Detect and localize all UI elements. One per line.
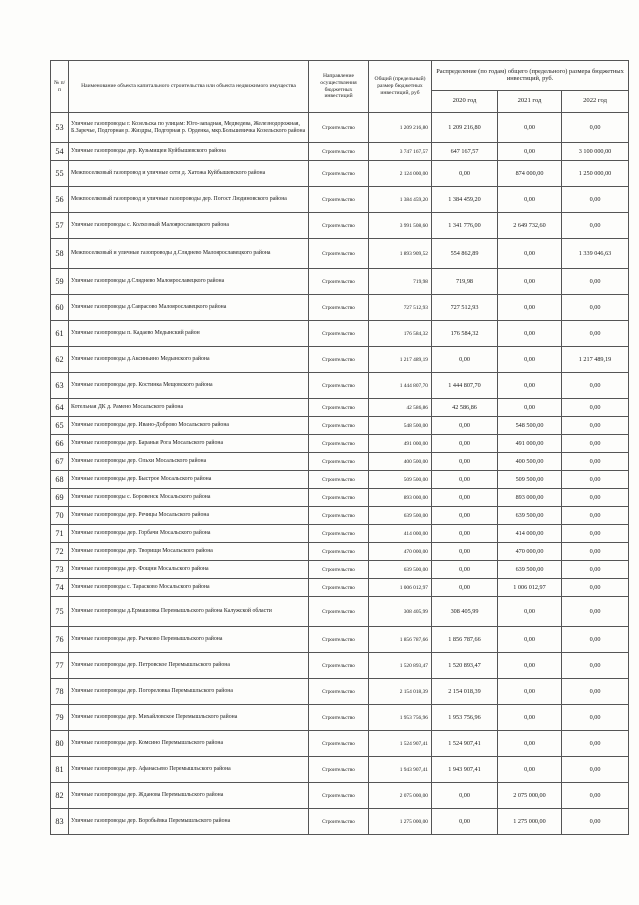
total-amount: 1 856 787,66 [369, 627, 432, 653]
row-number: 61 [51, 321, 69, 347]
amount-2021: 0,00 [498, 239, 562, 269]
object-name: Уличные газопроводы д.Саврасово Малоярославецкого района [69, 295, 309, 321]
amount-2021: 0,00 [498, 679, 562, 705]
object-name: Уличные газопроводы дер. Погореловка Перемышльского района [69, 679, 309, 705]
table-row [51, 399, 629, 417]
investment-direction: Строительство [309, 809, 369, 835]
row-number: 69 [51, 489, 69, 507]
investment-direction: Строительство [309, 321, 369, 347]
amount-2022: 0,00 [562, 809, 629, 835]
investment-direction: Строительство [309, 679, 369, 705]
amount-2021: 639 500,00 [498, 561, 562, 579]
amount-2022: 0,00 [562, 579, 629, 597]
object-name: Уличные газопроводы дер. Михайловское Перемышльского района [69, 705, 309, 731]
amount-2021: 0,00 [498, 627, 562, 653]
investment-direction: Строительство [309, 295, 369, 321]
amount-2020: 0,00 [432, 161, 498, 187]
table-body [51, 113, 629, 835]
amount-2022: 0,00 [562, 627, 629, 653]
amount-2022: 1 250 000,00 [562, 161, 629, 187]
table-row [51, 579, 629, 597]
row-number: 80 [51, 731, 69, 757]
total-amount: 1 893 909,52 [369, 239, 432, 269]
row-number: 66 [51, 435, 69, 453]
amount-2022: 0,00 [562, 453, 629, 471]
investment-direction: Строительство [309, 783, 369, 809]
table-row [51, 809, 629, 835]
amount-2022: 0,00 [562, 435, 629, 453]
amount-2020: 0,00 [432, 507, 498, 525]
object-name: Уличные газопроводы дер. Воробьёвка Перемышльского района [69, 809, 309, 835]
investment-direction: Строительство [309, 239, 369, 269]
object-name: Уличные газопроводы с. Боровенск Мосальского района [69, 489, 309, 507]
amount-2021: 0,00 [498, 269, 562, 295]
header-year-2021: 2021 год [498, 91, 562, 113]
investment-direction: Строительство [309, 597, 369, 627]
object-name: Межпоселковый и уличные газопроводы д.Сляднево Малоярославецкого района [69, 239, 309, 269]
row-number: 70 [51, 507, 69, 525]
amount-2022: 0,00 [562, 783, 629, 809]
amount-2020: 1 524 907,41 [432, 731, 498, 757]
row-number: 64 [51, 399, 69, 417]
header-year-2022: 2022 год [562, 91, 629, 113]
amount-2022: 0,00 [562, 373, 629, 399]
amount-2022: 0,00 [562, 731, 629, 757]
table-row [51, 627, 629, 653]
header-distribution: Распределение (по годам) общего (предельного) размера бюджетных инвестиций, руб. [432, 61, 629, 91]
investment-direction: Строительство [309, 507, 369, 525]
total-amount: 414 000,00 [369, 525, 432, 543]
table-row [51, 597, 629, 627]
total-amount: 509 500,00 [369, 471, 432, 489]
total-amount: 1 217 489,19 [369, 347, 432, 373]
object-name: Уличные газопроводы дер. Ивано-Доброво Мосальского района [69, 417, 309, 435]
amount-2020: 0,00 [432, 471, 498, 489]
total-amount: 548 500,00 [369, 417, 432, 435]
table-row [51, 705, 629, 731]
row-number: 83 [51, 809, 69, 835]
amount-2021: 639 500,00 [498, 507, 562, 525]
total-amount: 491 000,00 [369, 435, 432, 453]
amount-2022: 0,00 [562, 113, 629, 143]
total-amount: 1 953 756,96 [369, 705, 432, 731]
total-amount: 1 006 012,97 [369, 579, 432, 597]
investment-direction: Строительство [309, 489, 369, 507]
amount-2020: 1 943 907,41 [432, 757, 498, 783]
amount-2022: 0,00 [562, 653, 629, 679]
total-amount: 1 275 000,00 [369, 809, 432, 835]
header-object-name: Наименование объекта капитального строительства или объекта недвижимого имущества [69, 61, 309, 113]
amount-2022: 0,00 [562, 757, 629, 783]
object-name: Уличные газопроводы дер. Речицы Мосальского района [69, 507, 309, 525]
table-row [51, 453, 629, 471]
total-amount: 42 586,86 [369, 399, 432, 417]
amount-2020: 1 209 216,80 [432, 113, 498, 143]
table-row [51, 525, 629, 543]
row-number: 68 [51, 471, 69, 489]
document-page [50, 60, 628, 835]
amount-2022: 1 217 489,19 [562, 347, 629, 373]
object-name: Уличные газопроводы дер. Афанасьево Перемышльского района [69, 757, 309, 783]
amount-2020: 42 586,86 [432, 399, 498, 417]
total-amount: 2 154 018,39 [369, 679, 432, 705]
amount-2020: 0,00 [432, 543, 498, 561]
row-number: 75 [51, 597, 69, 627]
investment-direction: Строительство [309, 561, 369, 579]
header-number: № п/п [51, 61, 69, 113]
amount-2021: 0,00 [498, 113, 562, 143]
object-name: Уличные газопроводы дер. Творищи Мосальского района [69, 543, 309, 561]
investment-direction: Строительство [309, 705, 369, 731]
amount-2021: 0,00 [498, 399, 562, 417]
amount-2021: 2 075 000,00 [498, 783, 562, 809]
table-row [51, 347, 629, 373]
total-amount: 1 444 807,70 [369, 373, 432, 399]
table-row [51, 731, 629, 757]
amount-2020: 0,00 [432, 435, 498, 453]
row-number: 78 [51, 679, 69, 705]
table-row [51, 653, 629, 679]
investment-direction: Строительство [309, 731, 369, 757]
total-amount: 1 520 893,47 [369, 653, 432, 679]
amount-2021: 0,00 [498, 731, 562, 757]
amount-2021: 0,00 [498, 321, 562, 347]
amount-2021: 491 000,00 [498, 435, 562, 453]
object-name: Уличные газопроводы дер. Жданова Перемышльского района [69, 783, 309, 809]
amount-2020: 2 154 018,39 [432, 679, 498, 705]
amount-2022: 3 100 000,00 [562, 143, 629, 161]
row-number: 55 [51, 161, 69, 187]
amount-2020: 1 384 459,20 [432, 187, 498, 213]
investment-direction: Строительство [309, 543, 369, 561]
amount-2020: 0,00 [432, 783, 498, 809]
row-number: 56 [51, 187, 69, 213]
amount-2022: 0,00 [562, 321, 629, 347]
table-row [51, 113, 629, 143]
table-row [51, 321, 629, 347]
investment-direction: Строительство [309, 417, 369, 435]
investment-direction: Строительство [309, 161, 369, 187]
amount-2020: 1 444 807,70 [432, 373, 498, 399]
object-name: Уличные газопроводы с. Тарасково Мосальского района [69, 579, 309, 597]
row-number: 54 [51, 143, 69, 161]
table-row [51, 783, 629, 809]
amount-2020: 719,98 [432, 269, 498, 295]
amount-2020: 0,00 [432, 453, 498, 471]
table-row [51, 679, 629, 705]
row-number: 59 [51, 269, 69, 295]
table-row [51, 373, 629, 399]
row-number: 60 [51, 295, 69, 321]
row-number: 63 [51, 373, 69, 399]
table-row [51, 187, 629, 213]
total-amount: 727 512,93 [369, 295, 432, 321]
investment-direction: Строительство [309, 269, 369, 295]
amount-2022: 0,00 [562, 269, 629, 295]
amount-2022: 0,00 [562, 543, 629, 561]
amount-2020: 308 405,99 [432, 597, 498, 627]
amount-2021: 0,00 [498, 705, 562, 731]
object-name: Уличные газопроводы дер. Рычково Перемышльского района [69, 627, 309, 653]
header-total: Общий (предельный) размер бюджетных инвестиций, руб [369, 61, 432, 113]
amount-2022: 0,00 [562, 187, 629, 213]
total-amount: 3 991 508,60 [369, 213, 432, 239]
total-amount: 639 500,00 [369, 561, 432, 579]
investment-direction: Строительство [309, 757, 369, 783]
amount-2020: 0,00 [432, 347, 498, 373]
amount-2020: 0,00 [432, 525, 498, 543]
header-direction: Направление осуществления бюджетных инвестиций [309, 61, 369, 113]
table-row [51, 507, 629, 525]
total-amount: 2 075 000,00 [369, 783, 432, 809]
table-row [51, 561, 629, 579]
amount-2022: 0,00 [562, 295, 629, 321]
investment-direction: Строительство [309, 525, 369, 543]
amount-2020: 554 862,89 [432, 239, 498, 269]
total-amount: 639 500,00 [369, 507, 432, 525]
amount-2021: 0,00 [498, 597, 562, 627]
object-name: Межпоселковый газопровод и уличные газопроводы дер. Погост Людиновского района [69, 187, 309, 213]
object-name: Уличные газопроводы дер. Костинка Мещовского района [69, 373, 309, 399]
amount-2021: 0,00 [498, 295, 562, 321]
investment-direction: Строительство [309, 347, 369, 373]
row-number: 72 [51, 543, 69, 561]
row-number: 76 [51, 627, 69, 653]
amount-2021: 400 500,00 [498, 453, 562, 471]
amount-2021: 1 006 012,97 [498, 579, 562, 597]
amount-2021: 548 500,00 [498, 417, 562, 435]
total-amount: 400 500,00 [369, 453, 432, 471]
total-amount: 2 124 000,00 [369, 161, 432, 187]
table-row [51, 143, 629, 161]
table-row [51, 269, 629, 295]
table-row [51, 757, 629, 783]
row-number: 58 [51, 239, 69, 269]
header-year-2020: 2020 год [432, 91, 498, 113]
total-amount: 1 209 216,80 [369, 113, 432, 143]
amount-2022: 0,00 [562, 507, 629, 525]
row-number: 77 [51, 653, 69, 679]
total-amount: 719,98 [369, 269, 432, 295]
object-name: Уличные газопроводы д.Ермашовка Перемышльского района Калужской области [69, 597, 309, 627]
total-amount: 308 405,99 [369, 597, 432, 627]
amount-2021: 414 000,00 [498, 525, 562, 543]
amount-2020: 1 341 776,00 [432, 213, 498, 239]
amount-2020: 647 167,57 [432, 143, 498, 161]
amount-2020: 727 512,93 [432, 295, 498, 321]
amount-2020: 1 953 756,96 [432, 705, 498, 731]
table-row [51, 417, 629, 435]
amount-2022: 1 339 046,63 [562, 239, 629, 269]
table-row [51, 435, 629, 453]
investment-direction: Строительство [309, 653, 369, 679]
investment-direction: Строительство [309, 579, 369, 597]
table-row [51, 295, 629, 321]
investment-table [50, 60, 629, 835]
table-header [51, 61, 629, 113]
total-amount: 470 000,00 [369, 543, 432, 561]
investment-direction: Строительство [309, 373, 369, 399]
total-amount: 893 000,00 [369, 489, 432, 507]
row-number: 71 [51, 525, 69, 543]
object-name: Уличные газопроводы дер. Быстрое Мосальского района [69, 471, 309, 489]
amount-2022: 0,00 [562, 679, 629, 705]
object-name: Межпоселковый газопровод и уличные сети д. Хатожа Куйбышевского района [69, 161, 309, 187]
amount-2022: 0,00 [562, 471, 629, 489]
amount-2022: 0,00 [562, 417, 629, 435]
row-number: 81 [51, 757, 69, 783]
row-number: 62 [51, 347, 69, 373]
amount-2021: 509 500,00 [498, 471, 562, 489]
amount-2021: 0,00 [498, 757, 562, 783]
amount-2022: 0,00 [562, 561, 629, 579]
amount-2020: 0,00 [432, 809, 498, 835]
amount-2022: 0,00 [562, 525, 629, 543]
amount-2021: 0,00 [498, 143, 562, 161]
object-name: Котельная ДК д. Рамено Мосальского района [69, 399, 309, 417]
table-row [51, 471, 629, 489]
object-name: Уличные газопроводы г. Козельска по улицам: Юго-западная, Медведева, Железнодорожная, Б.Заречье, Подгорная р. Жиздры, Подгорная р. Орденка, мкр.Большевичка Козельского района [69, 113, 309, 143]
amount-2022: 0,00 [562, 213, 629, 239]
table-row [51, 161, 629, 187]
object-name: Уличные газопроводы д.Аксиньино Медынского района [69, 347, 309, 373]
amount-2020: 0,00 [432, 561, 498, 579]
table-row [51, 543, 629, 561]
row-number: 57 [51, 213, 69, 239]
amount-2021: 0,00 [498, 653, 562, 679]
amount-2021: 2 649 732,60 [498, 213, 562, 239]
object-name: Уличные газопроводы дер. Бараньи Рога Мосальского района [69, 435, 309, 453]
investment-direction: Строительство [309, 143, 369, 161]
total-amount: 176 584,32 [369, 321, 432, 347]
amount-2021: 874 000,00 [498, 161, 562, 187]
row-number: 67 [51, 453, 69, 471]
amount-2021: 1 275 000,00 [498, 809, 562, 835]
object-name: Уличные газопроводы дер. Горбачи Мосальского района [69, 525, 309, 543]
investment-direction: Строительство [309, 453, 369, 471]
row-number: 82 [51, 783, 69, 809]
investment-direction: Строительство [309, 213, 369, 239]
investment-direction: Строительство [309, 113, 369, 143]
table-row [51, 239, 629, 269]
amount-2020: 0,00 [432, 489, 498, 507]
total-amount: 1 384 459,20 [369, 187, 432, 213]
amount-2022: 0,00 [562, 597, 629, 627]
amount-2021: 470 000,00 [498, 543, 562, 561]
amount-2021: 893 000,00 [498, 489, 562, 507]
table-row [51, 213, 629, 239]
amount-2020: 0,00 [432, 579, 498, 597]
total-amount: 1 943 907,41 [369, 757, 432, 783]
total-amount: 1 524 907,41 [369, 731, 432, 757]
amount-2020: 176 584,32 [432, 321, 498, 347]
amount-2020: 0,00 [432, 417, 498, 435]
object-name: Уличные газопроводы п. Кадаево Медынский район [69, 321, 309, 347]
row-number: 53 [51, 113, 69, 143]
investment-direction: Строительство [309, 627, 369, 653]
row-number: 79 [51, 705, 69, 731]
row-number: 74 [51, 579, 69, 597]
object-name: Уличные газопроводы дер. Фощни Мосальского района [69, 561, 309, 579]
amount-2022: 0,00 [562, 705, 629, 731]
object-name: Уличные газопроводы дер. Петровское Перемышльского района [69, 653, 309, 679]
investment-direction: Строительство [309, 471, 369, 489]
object-name: Уличные газопроводы дер. Ольхи Мосальского района [69, 453, 309, 471]
object-name: Уличные газопроводы д.Сляднево Малоярославецкого района [69, 269, 309, 295]
amount-2021: 0,00 [498, 187, 562, 213]
investment-direction: Строительство [309, 435, 369, 453]
row-number: 65 [51, 417, 69, 435]
total-amount: 3 747 167,57 [369, 143, 432, 161]
object-name: Уличные газопроводы дер. Кузьмищеи Куйбышевского района [69, 143, 309, 161]
row-number: 73 [51, 561, 69, 579]
amount-2022: 0,00 [562, 399, 629, 417]
amount-2022: 0,00 [562, 489, 629, 507]
table-row [51, 489, 629, 507]
object-name: Уличные газопроводы с. Колхозный Малоярославецкого района [69, 213, 309, 239]
investment-direction: Строительство [309, 187, 369, 213]
investment-direction: Строительство [309, 399, 369, 417]
amount-2020: 1 856 787,66 [432, 627, 498, 653]
object-name: Уличные газопроводы дер. Комсино Перемышльского района [69, 731, 309, 757]
amount-2021: 0,00 [498, 347, 562, 373]
amount-2021: 0,00 [498, 373, 562, 399]
amount-2020: 1 520 893,47 [432, 653, 498, 679]
